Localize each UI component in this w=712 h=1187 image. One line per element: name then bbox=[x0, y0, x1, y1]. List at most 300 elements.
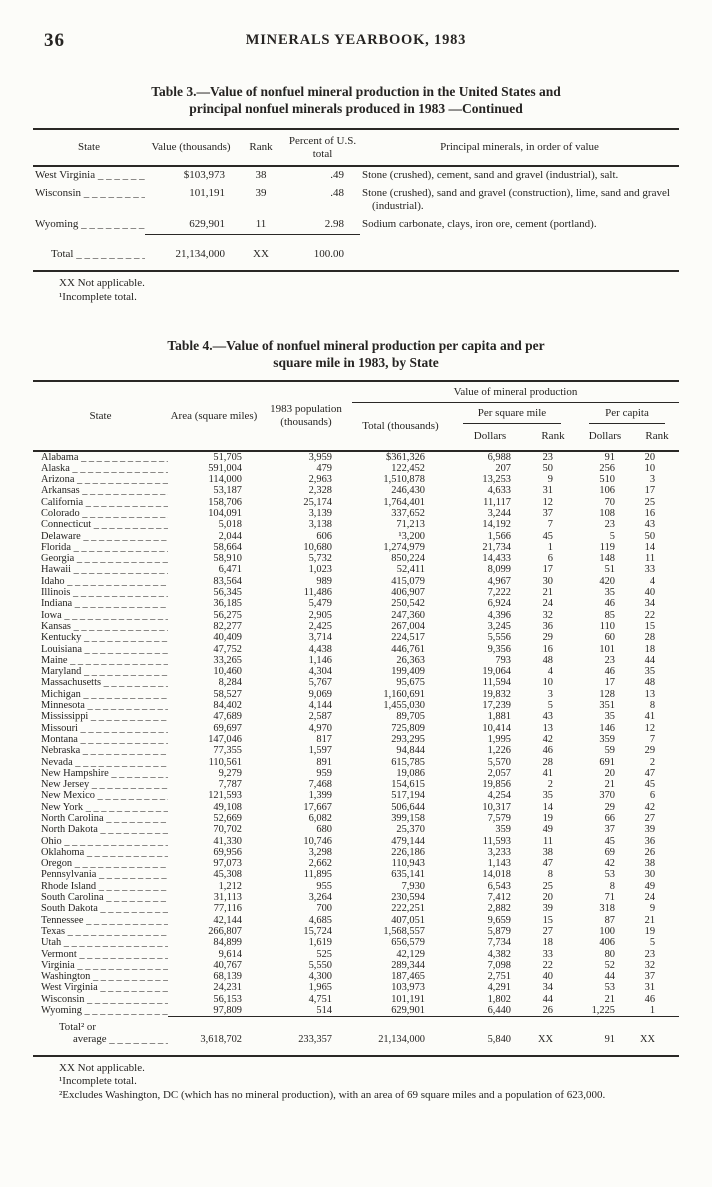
pc-dollars-cell: 91 bbox=[604, 451, 615, 463]
dash-leader bbox=[82, 644, 168, 655]
area-cell: 47,689 bbox=[213, 711, 242, 723]
dash-leader bbox=[73, 757, 168, 768]
population-cell: 2,662 bbox=[308, 858, 332, 870]
table3-total-row bbox=[33, 235, 679, 272]
table4-row bbox=[33, 937, 679, 948]
psm-rank-cell: 38 bbox=[542, 846, 553, 858]
population-cell: 479 bbox=[316, 462, 332, 474]
psm-rank-cell: 13 bbox=[542, 722, 553, 734]
total-rank: XX bbox=[237, 235, 285, 272]
psm-rank-cell: 19 bbox=[542, 813, 553, 824]
dash-leader bbox=[72, 598, 168, 609]
total-value-cell: 615,785 bbox=[391, 756, 425, 768]
pc-dollars-cell: 20 bbox=[604, 767, 615, 779]
psm-dollars-cell: 7,412 bbox=[487, 892, 511, 904]
total-value-cell: 19,086 bbox=[396, 767, 425, 779]
pc-rank-cell: 9 bbox=[649, 903, 656, 915]
total-value-cell: 446,761 bbox=[391, 643, 425, 655]
table4-row bbox=[33, 745, 679, 756]
psm-rank-cell: 29 bbox=[542, 632, 553, 644]
area-cell: 104,091 bbox=[208, 507, 242, 519]
total-label bbox=[33, 1017, 168, 1056]
area-cell: 53,187 bbox=[213, 485, 242, 497]
area-cell: 77,355 bbox=[213, 745, 242, 757]
table4-row bbox=[33, 734, 679, 745]
total-value-cell: 635,141 bbox=[391, 869, 425, 881]
pc-dollars-cell: 17 bbox=[604, 677, 615, 689]
table4-row bbox=[33, 971, 679, 982]
state-name: Kansas _ _ _ bbox=[33, 621, 168, 632]
minerals-cell: Stone (crushed), cement, sand and gravel (industrial), salt. bbox=[362, 169, 619, 181]
area-cell: 121,593 bbox=[208, 790, 242, 802]
state-name: Oregon _ _ _ bbox=[33, 858, 168, 869]
population-cell: 4,144 bbox=[308, 700, 332, 712]
psm-dollars-cell: 21,734 bbox=[482, 541, 511, 553]
total-value-cell: 7,930 bbox=[401, 880, 425, 892]
total-pc-rank: XX bbox=[635, 1017, 679, 1056]
area-cell: 52,669 bbox=[213, 813, 242, 824]
state-name: Michigan _ _ _ bbox=[33, 689, 168, 700]
state-name: South Dakota _ _ _ bbox=[33, 903, 168, 914]
state-name: Maine _ _ _ bbox=[33, 655, 168, 666]
dash-leader bbox=[78, 723, 168, 734]
pc-dollars-cell: 148 bbox=[599, 553, 615, 565]
pc-rank-cell: 41 bbox=[644, 711, 656, 723]
total-value-cell: 199,409 bbox=[391, 666, 425, 678]
state-name: Wisconsin _ _ _ bbox=[33, 994, 168, 1005]
area-cell: 110,561 bbox=[208, 756, 242, 768]
footnote: ¹Incomplete total. bbox=[59, 290, 137, 303]
state-name: Tennessee _ _ _ bbox=[33, 915, 168, 926]
table4-row bbox=[33, 587, 679, 598]
psm-rank-cell: 23 bbox=[542, 451, 553, 463]
total-value-cell: 52,411 bbox=[396, 564, 425, 576]
footnote: XX Not applicable. bbox=[59, 1061, 145, 1074]
dash-leader bbox=[104, 892, 168, 903]
psm-dollars-cell: 10,414 bbox=[482, 722, 511, 734]
pc-rank-cell: 16 bbox=[644, 507, 656, 519]
total-value-cell: 1,274,979 bbox=[383, 541, 425, 553]
dash-leader bbox=[61, 937, 168, 948]
psm-dollars-cell: 7,579 bbox=[487, 813, 511, 824]
dash-leader bbox=[88, 711, 168, 722]
population-cell: 3,714 bbox=[308, 632, 332, 644]
total-label-line1: Total² or bbox=[58, 1020, 96, 1033]
dash-leader bbox=[84, 994, 168, 1005]
pc-rank-cell: 12 bbox=[644, 722, 656, 734]
table4-row bbox=[33, 903, 679, 914]
pc-dollars-cell: 23 bbox=[604, 654, 615, 666]
psm-dollars-cell: 1,566 bbox=[487, 530, 511, 542]
area-cell: 36,185 bbox=[213, 598, 242, 610]
total-value-cell: 337,652 bbox=[391, 507, 425, 519]
dash-leader bbox=[104, 813, 168, 824]
rank-cell: 38 bbox=[255, 169, 267, 181]
state-name: Oklahoma _ _ _ bbox=[33, 847, 168, 858]
pc-rank-cell: 15 bbox=[644, 620, 656, 632]
table4-header bbox=[33, 381, 679, 451]
total-value-cell: 187,465 bbox=[391, 971, 425, 983]
psm-dollars-cell: 4,967 bbox=[487, 575, 511, 587]
value-cell: 101,191 bbox=[189, 187, 225, 199]
table4-row bbox=[33, 881, 679, 892]
population-cell: 3,959 bbox=[308, 451, 332, 463]
dash-leader bbox=[96, 881, 168, 892]
table4-row bbox=[33, 564, 679, 575]
pc-rank-cell: 17 bbox=[644, 485, 656, 497]
total-value-cell: 222,251 bbox=[391, 903, 425, 915]
psm-dollars-cell: 4,254 bbox=[487, 790, 511, 802]
psm-dollars-cell: 5,570 bbox=[487, 756, 511, 768]
state-name: Wyoming _ _ _ bbox=[33, 1005, 168, 1017]
area-cell: 84,402 bbox=[213, 700, 242, 712]
table4-row bbox=[33, 994, 679, 1005]
pc-dollars-cell: 510 bbox=[599, 474, 615, 486]
psm-dollars-cell: 1,143 bbox=[487, 858, 511, 870]
table3 bbox=[33, 128, 679, 272]
psm-dollars-cell: 4,633 bbox=[487, 485, 511, 497]
pc-dollars-cell: 53 bbox=[604, 982, 615, 994]
dash-leader bbox=[78, 452, 167, 463]
area-cell: 58,910 bbox=[213, 553, 242, 565]
state-name: Utah _ _ _ bbox=[33, 937, 168, 948]
pc-rank-cell: 33 bbox=[644, 564, 656, 576]
pc-dollars-cell: 359 bbox=[599, 733, 615, 745]
dash-leader bbox=[77, 949, 168, 960]
area-cell: 69,697 bbox=[213, 722, 242, 734]
psm-rank-cell: 2 bbox=[547, 779, 553, 791]
pc-dollars-cell: 21 bbox=[604, 779, 615, 791]
total-value-cell: 94,844 bbox=[396, 745, 425, 757]
dash-leader bbox=[107, 1033, 168, 1045]
dash-leader bbox=[85, 700, 168, 711]
total-value-cell: 656,579 bbox=[391, 937, 425, 949]
pc-rank-cell: 2 bbox=[649, 756, 656, 768]
pc-dollars-cell: 370 bbox=[599, 790, 615, 802]
psm-rank-cell: 37 bbox=[542, 507, 553, 519]
psm-rank-cell: 50 bbox=[542, 462, 553, 474]
state-name: Vermont _ _ _ bbox=[33, 949, 168, 960]
pc-dollars-cell: 420 bbox=[599, 575, 615, 587]
area-cell: 6,471 bbox=[218, 564, 242, 576]
state-name: Maryland _ _ _ bbox=[33, 666, 168, 677]
dash-leader bbox=[98, 903, 168, 914]
pc-dollars-cell: 59 bbox=[604, 745, 615, 757]
table4-row bbox=[33, 700, 679, 711]
psm-dollars-cell: 19,832 bbox=[482, 688, 511, 700]
state-name: Louisiana _ _ _ bbox=[33, 644, 168, 655]
table4-row bbox=[33, 768, 679, 779]
total-value-cell: 103,973 bbox=[391, 982, 425, 994]
psm-rank-cell: 26 bbox=[542, 1005, 553, 1017]
psm-rank-cell: 21 bbox=[542, 587, 553, 599]
area-cell: 82,277 bbox=[213, 620, 242, 632]
total-value-cell: 1,160,691 bbox=[383, 688, 425, 700]
total-value-cell: 1,455,030 bbox=[383, 700, 425, 712]
psm-dollars-cell: 6,924 bbox=[487, 598, 511, 610]
table4-row bbox=[33, 542, 679, 553]
state-name: New Mexico _ _ _ bbox=[33, 790, 168, 801]
population-cell: 2,425 bbox=[308, 620, 332, 632]
state-name: Washington _ _ _ bbox=[33, 971, 168, 982]
table4-row bbox=[33, 598, 679, 609]
population-cell: 525 bbox=[316, 948, 332, 960]
table3-row bbox=[33, 166, 679, 185]
psm-rank-cell: 44 bbox=[542, 993, 553, 1005]
psm-dollars-cell: 17,239 bbox=[482, 700, 511, 712]
table4-col-pc-dollars: Dollars bbox=[588, 430, 622, 442]
table4-col-pc-rank: Rank bbox=[645, 430, 669, 442]
dash-leader bbox=[81, 187, 145, 199]
psm-rank-cell: 9 bbox=[547, 474, 553, 486]
total-psm-dollars: 5,840 bbox=[449, 1017, 531, 1056]
state-name: North Carolina _ _ _ bbox=[33, 813, 168, 824]
table3-col-rank: Rank bbox=[237, 129, 285, 166]
table4-col-per-square-mile: Per square mile bbox=[449, 402, 575, 424]
population-cell: 4,438 bbox=[308, 643, 332, 655]
psm-rank-cell: 14 bbox=[542, 801, 553, 813]
table3-header bbox=[33, 129, 679, 166]
psm-dollars-cell: 3,245 bbox=[487, 620, 511, 632]
dash-leader bbox=[98, 824, 168, 835]
population-cell: 15,724 bbox=[303, 925, 332, 937]
pc-dollars-cell: 110 bbox=[599, 620, 615, 632]
psm-dollars-cell: 11,594 bbox=[482, 677, 511, 689]
population-cell: 700 bbox=[316, 903, 332, 915]
state-name: Massachusetts _ _ _ bbox=[33, 677, 168, 688]
population-cell: 5,767 bbox=[308, 677, 332, 689]
table4-row bbox=[33, 666, 679, 677]
pc-rank-cell: 5 bbox=[649, 937, 656, 949]
table4-body bbox=[33, 451, 679, 1017]
state-name: West Virginia _ _ _ bbox=[33, 982, 168, 993]
area-cell: 40,409 bbox=[213, 632, 242, 644]
state-name: Nebraska _ _ _ bbox=[33, 745, 168, 756]
population-cell: 989 bbox=[316, 575, 332, 587]
area-cell: 51,705 bbox=[213, 451, 242, 463]
psm-dollars-cell: 1,802 bbox=[487, 993, 511, 1005]
table4-footnotes bbox=[33, 1062, 679, 1103]
pc-rank-cell: 30 bbox=[644, 869, 656, 881]
minerals-cell: Stone (crushed), sand and gravel (construction), lime, sand and gravel (industrial). bbox=[362, 187, 670, 212]
pc-dollars-cell: 53 bbox=[604, 869, 615, 881]
table4-row bbox=[33, 508, 679, 519]
pc-dollars-cell: 69 bbox=[604, 846, 615, 858]
psm-rank-cell: 22 bbox=[542, 959, 553, 971]
total-value-cell: 407,051 bbox=[391, 914, 425, 926]
dash-leader bbox=[70, 587, 168, 598]
population-cell: 7,468 bbox=[308, 779, 332, 791]
table4-col-state: State bbox=[89, 409, 112, 422]
total-value-cell: 101,191 bbox=[391, 993, 425, 1005]
pc-dollars-cell: 80 bbox=[604, 948, 615, 960]
area-cell: 58,527 bbox=[213, 688, 242, 700]
total-value-cell: 517,194 bbox=[391, 790, 425, 802]
dash-leader bbox=[101, 677, 168, 688]
psm-rank-cell: 3 bbox=[547, 688, 553, 700]
psm-rank-cell: 36 bbox=[542, 620, 553, 632]
dash-leader bbox=[73, 248, 145, 260]
state-name: Colorado _ _ _ bbox=[33, 508, 168, 519]
pc-rank-cell: 20 bbox=[644, 451, 656, 463]
table4-row bbox=[33, 915, 679, 926]
population-cell: 4,685 bbox=[308, 914, 332, 926]
psm-dollars-cell: 3,244 bbox=[487, 507, 511, 519]
dash-leader bbox=[82, 1005, 168, 1016]
table4-row bbox=[33, 723, 679, 734]
dash-leader bbox=[83, 802, 168, 813]
psm-dollars-cell: 11,593 bbox=[482, 835, 511, 847]
pc-rank-cell: 11 bbox=[645, 553, 656, 565]
psm-rank-cell: 4 bbox=[547, 666, 553, 678]
state-name: West Virginia _ _ _ bbox=[33, 166, 145, 185]
state-name: Connecticut _ _ _ bbox=[33, 519, 168, 530]
table4-title-line1: Table 4.—Value of nonfuel mineral production per capita and per bbox=[167, 338, 545, 353]
total-value-cell: 89,705 bbox=[396, 711, 425, 723]
pc-rank-cell: 31 bbox=[644, 982, 656, 994]
area-cell: 58,664 bbox=[213, 541, 242, 553]
area-cell: 97,073 bbox=[213, 858, 242, 870]
psm-dollars-cell: 1,881 bbox=[487, 711, 511, 723]
pc-dollars-cell: 46 bbox=[604, 598, 615, 610]
state-name: Hawaii _ _ _ bbox=[33, 564, 168, 575]
percent-cell: 2.98 bbox=[324, 218, 344, 230]
pc-dollars-cell: 406 bbox=[599, 937, 615, 949]
empty-cell bbox=[360, 235, 679, 272]
table4-row bbox=[33, 621, 679, 632]
total-value-cell: 246,430 bbox=[391, 485, 425, 497]
pc-dollars-cell: 1,225 bbox=[591, 1005, 615, 1017]
dash-leader bbox=[62, 836, 168, 847]
dash-leader bbox=[68, 655, 168, 666]
psm-rank-cell: 25 bbox=[542, 880, 553, 892]
pc-dollars-cell: 51 bbox=[604, 564, 615, 576]
psm-dollars-cell: 359 bbox=[495, 824, 511, 836]
pc-rank-cell: 3 bbox=[649, 474, 656, 486]
area-cell: 5,018 bbox=[218, 519, 242, 531]
pc-rank-cell: 19 bbox=[644, 925, 656, 937]
total-value-cell: 267,004 bbox=[391, 620, 425, 632]
dash-leader bbox=[84, 847, 168, 858]
area-cell: 49,108 bbox=[213, 801, 242, 813]
population-cell: 5,732 bbox=[308, 553, 332, 565]
psm-rank-cell: 35 bbox=[542, 790, 553, 802]
area-cell: 56,153 bbox=[213, 993, 242, 1005]
psm-dollars-cell: 4,396 bbox=[487, 609, 511, 621]
pc-dollars-cell: 8 bbox=[609, 880, 615, 892]
page-header bbox=[0, 0, 712, 58]
state-name: Montana _ _ _ bbox=[33, 734, 168, 745]
population-cell: 25,174 bbox=[303, 496, 332, 508]
population-cell: 10,746 bbox=[303, 835, 332, 847]
psm-dollars-cell: 6,543 bbox=[487, 880, 511, 892]
psm-rank-cell: 5 bbox=[547, 700, 553, 712]
total-value-cell: 154,615 bbox=[391, 779, 425, 791]
pc-rank-cell: 34 bbox=[644, 598, 656, 610]
total-value-cell: 406,907 bbox=[391, 587, 425, 599]
table4-row bbox=[33, 836, 679, 847]
pc-dollars-cell: 70 bbox=[604, 496, 615, 508]
pc-rank-cell: 18 bbox=[644, 643, 656, 655]
table4-row bbox=[33, 824, 679, 835]
minerals-cell: Sodium carbonate, clays, iron ore, cement (portland). bbox=[362, 218, 597, 230]
table3-col-value: Value (thousands) bbox=[145, 129, 237, 166]
population-cell: 5,550 bbox=[308, 959, 332, 971]
psm-rank-cell: 12 bbox=[542, 496, 553, 508]
footnote: ²Excludes Washington, DC (which has no mineral production), with an area of 69 square miles and a population of 623,000. bbox=[59, 1088, 606, 1101]
pc-rank-cell: 29 bbox=[644, 745, 656, 757]
pc-dollars-cell: 101 bbox=[599, 643, 615, 655]
area-cell: 56,345 bbox=[213, 587, 242, 599]
psm-dollars-cell: 9,356 bbox=[487, 643, 511, 655]
table3-row bbox=[33, 185, 679, 216]
state-name: Ohio _ _ _ bbox=[33, 836, 168, 847]
total-value-cell: 226,186 bbox=[391, 846, 425, 858]
pc-rank-cell: 35 bbox=[644, 666, 656, 678]
population-cell: 1,023 bbox=[308, 564, 332, 576]
dash-leader bbox=[95, 790, 168, 801]
pc-rank-cell: 47 bbox=[644, 767, 656, 779]
area-cell: 10,460 bbox=[213, 666, 242, 678]
psm-dollars-cell: 10,317 bbox=[482, 801, 511, 813]
area-cell: 56,275 bbox=[213, 609, 242, 621]
total-value: 21,134,000 bbox=[145, 235, 237, 272]
psm-dollars-cell: 5,879 bbox=[487, 925, 511, 937]
population-cell: 3,298 bbox=[308, 846, 332, 858]
area-cell: 158,706 bbox=[208, 496, 242, 508]
pc-dollars-cell: 42 bbox=[604, 858, 615, 870]
dash-leader bbox=[70, 463, 168, 474]
population-cell: 2,905 bbox=[308, 609, 332, 621]
psm-dollars-cell: 14,018 bbox=[482, 869, 511, 881]
footnote: XX Not applicable. bbox=[59, 277, 145, 289]
state-name: Virginia _ _ _ bbox=[33, 960, 168, 971]
area-cell: 9,614 bbox=[218, 948, 242, 960]
dash-leader bbox=[81, 689, 168, 700]
total-psm-rank: XX bbox=[531, 1017, 575, 1056]
table4-row bbox=[33, 858, 679, 869]
state-name: New York _ _ _ bbox=[33, 802, 168, 813]
pc-rank-cell: 24 bbox=[644, 892, 656, 904]
psm-dollars-cell: 1,226 bbox=[487, 745, 511, 757]
pc-dollars-cell: 128 bbox=[599, 688, 615, 700]
total-value-cell: 289,344 bbox=[391, 959, 425, 971]
population-cell: 817 bbox=[316, 733, 332, 745]
total-value-cell: 95,675 bbox=[396, 677, 425, 689]
percent-cell: .49 bbox=[330, 169, 344, 181]
pc-rank-cell: 1 bbox=[649, 1005, 656, 1017]
pc-rank-cell: 40 bbox=[644, 587, 656, 599]
table4-row bbox=[33, 869, 679, 880]
total-value-cell: 415,079 bbox=[391, 575, 425, 587]
pc-dollars-cell: 21 bbox=[604, 993, 615, 1005]
pc-dollars-cell: 37 bbox=[604, 824, 615, 836]
table4-row bbox=[33, 519, 679, 530]
value-cell: 629,901 bbox=[189, 218, 225, 230]
total-value-cell: 629,901 bbox=[391, 1005, 425, 1017]
pc-rank-cell: 38 bbox=[644, 858, 656, 870]
pc-rank-cell: 23 bbox=[644, 948, 656, 960]
total-label-line2: average _ _ _ bbox=[59, 1033, 168, 1045]
pc-dollars-cell: 60 bbox=[604, 632, 615, 644]
pc-rank-cell: 37 bbox=[644, 971, 656, 983]
psm-rank-cell: 15 bbox=[542, 914, 553, 926]
area-cell: 9,279 bbox=[218, 767, 242, 779]
state-name: Nevada _ _ _ bbox=[33, 757, 168, 768]
dash-leader bbox=[91, 519, 168, 530]
psm-rank-cell: 48 bbox=[542, 654, 553, 666]
area-cell: 591,004 bbox=[208, 462, 242, 474]
